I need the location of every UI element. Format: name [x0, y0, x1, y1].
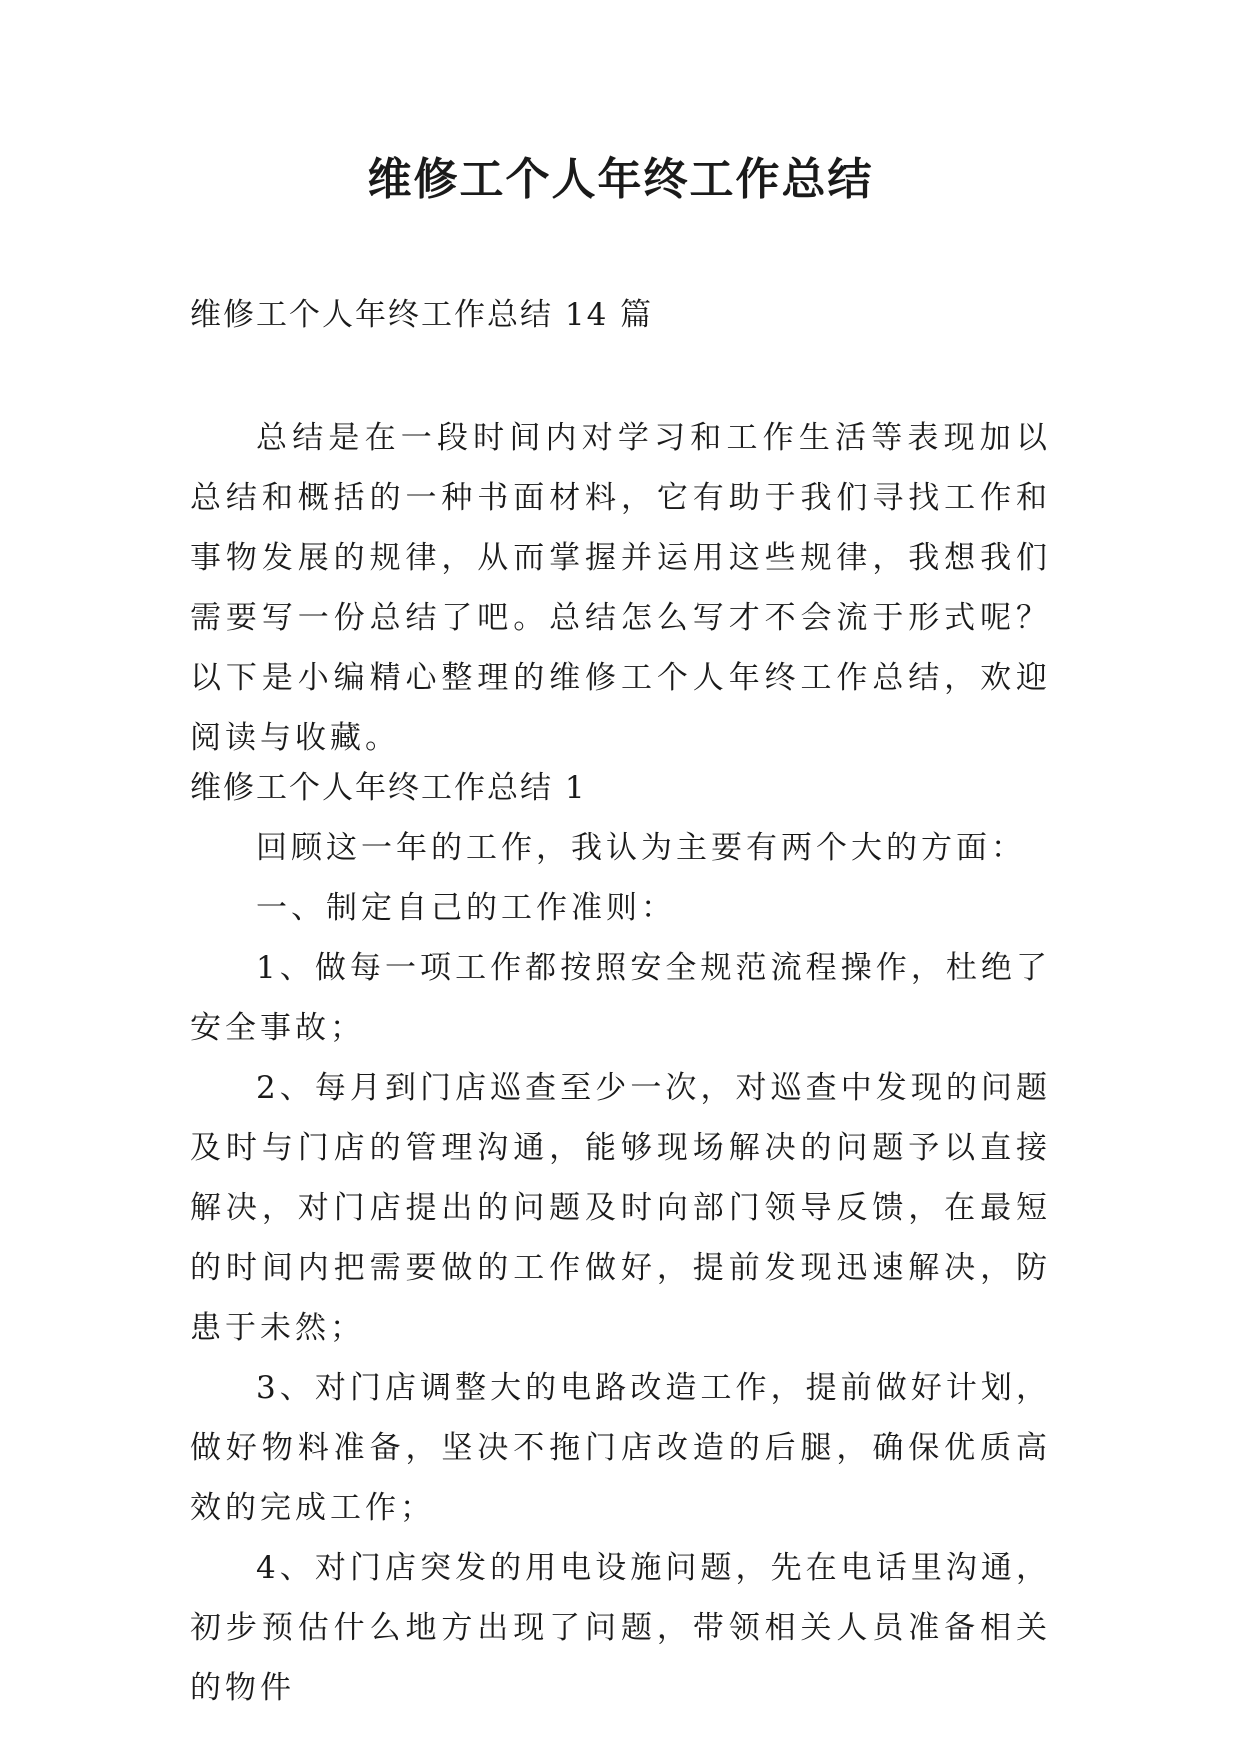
section-1-heading: 维修工个人年终工作总结 1: [190, 770, 587, 806]
section-1-paragraph: 一、制定自己的工作准则：: [256, 890, 676, 926]
intro-paragraph: 总结是在一段时间内对学习和工作生活等表现加以总结和概括的一种书面材料，它有助于我们寻找工作和事物发展的规律，从而掌握并运用这些规律，我想我们需要写一份总结了吧。总结怎么写才不会流于形式呢？以下是小编精心整理的维修工个人年终工作总结，欢迎阅读与收藏。: [190, 420, 1051, 756]
section-1-paragraph: 1、做每一项工作都按照安全规范流程操作，杜绝了安全事故；: [190, 950, 1051, 1046]
section-1-paragraph: 3、对门店调整大的电路改造工作，提前做好计划，做好物料准备，坚决不拖门店改造的后腿，确保优质高效的完成工作；: [190, 1370, 1051, 1526]
section-1-paragraph: 4、对门店突发的用电设施问题，先在电话里沟通，初步预估什么地方出现了问题，带领相关人员准备相关的物件: [190, 1550, 1051, 1706]
document-title: 维修工个人年终工作总结: [367, 154, 874, 205]
section-1-paragraph: 2、每月到门店巡查至少一次，对巡查中发现的问题及时与门店的管理沟通，能够现场解决的问题予以直接解决，对门店提出的问题及时向部门领导反馈，在最短的时间内把需要做的工作做好，提前发现迅速解决，防患于未然；: [190, 1070, 1051, 1346]
section-1: [190, 758, 1051, 1718]
section-1-paragraph: 回顾这一年的工作，我认为主要有两个大的方面：: [256, 830, 1026, 866]
document-subtitle: 维修工个人年终工作总结 14 篇: [190, 297, 654, 333]
